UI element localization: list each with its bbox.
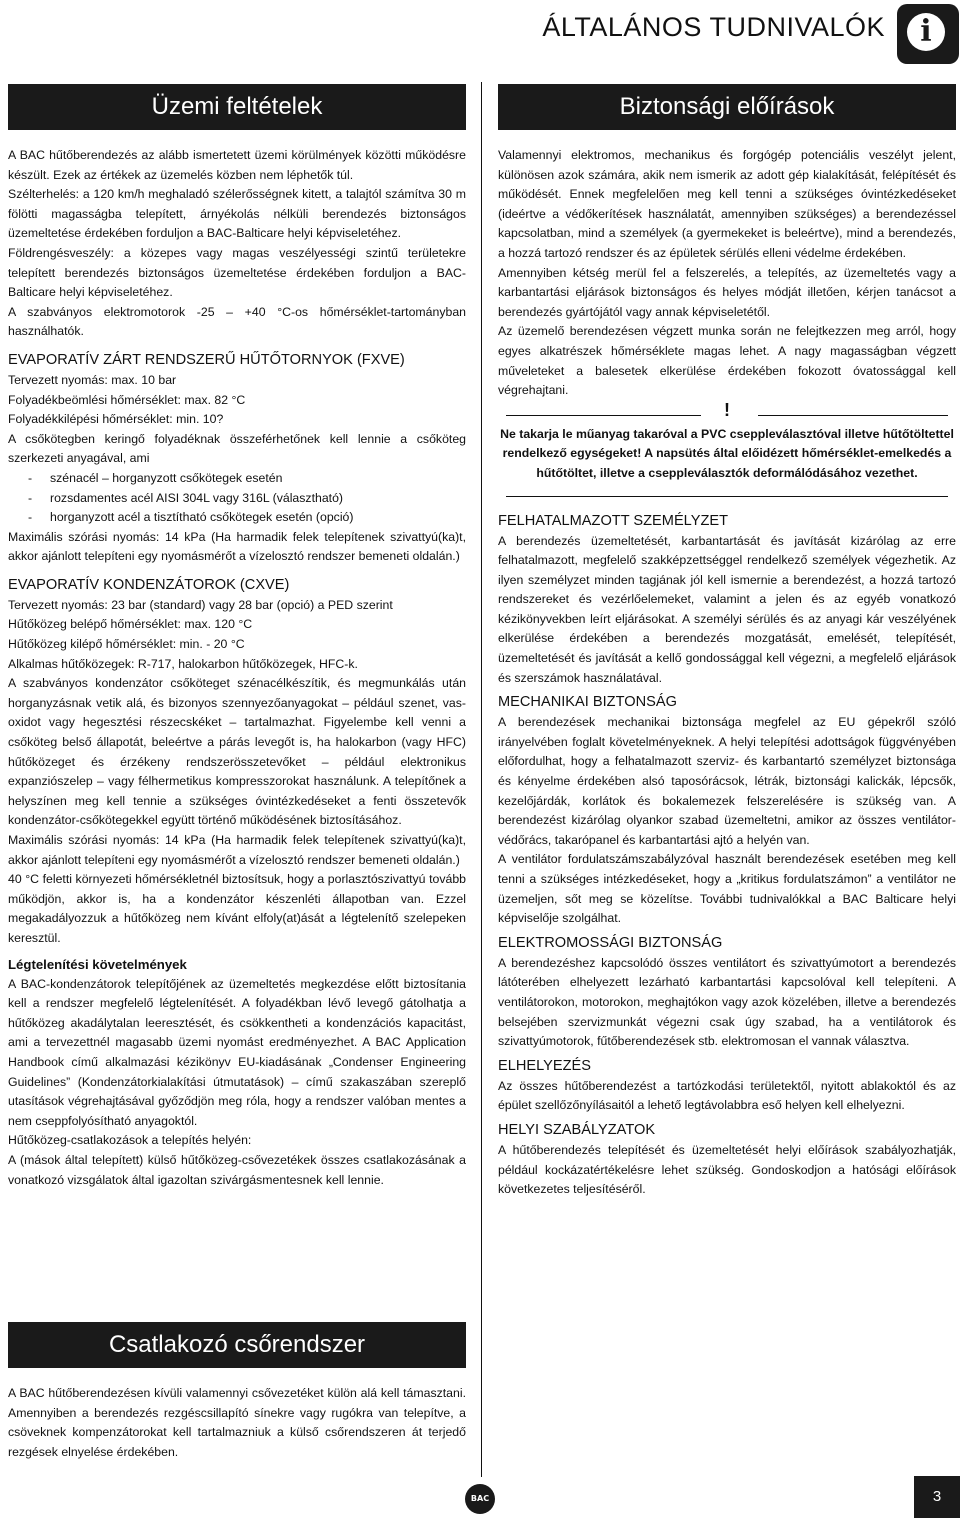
warning-rule [498,399,956,423]
section-para: A berendezéshez kapcsolódó összes ventilátort és szivattyúmotort a berendezés látóterében elhelyezett lezárható karbantartási kapcsolóval kell telepíteni. A ventilátorokon, motorokon, meghajtókon vagy azok közelében, illetve a berendezés belsejében szervizmunkát végezni csak úgy szabad, ha a ventilátorok és szivattyúmotorok, fűtőberendezések stb. elektromosan el vannak választva. [498,955,956,1049]
intro-para: A BAC hűtőberendezés az alább ismertetett üzemi körülmények közötti működésre készült. Ezek az értékek az üzemelés közben nem léphetők túl. [8,148,466,182]
fxve-line: Tervezett nyomás: max. 10 bar [8,372,177,387]
motor-para: A szabványos elektromotorok -25 – +40 °C-os hőmérséklet-tartományban használhatók. [8,304,466,339]
cxve-para: Maximális szórási nyomás: 14 kPa (Ha harmadik felek telepítenek szivattyú(ka)t, akkor ajánlott telepíteni egy nyomásmérőt a vízelosztó rendszer bemeneti oldalán.) [8,833,466,867]
heading-venting: Légtelenítési követelmények [8,956,187,972]
section-para: A berendezés üzemeltetését, karbantartását és javítását kizárólag az erre felhatalmazott, megfelelő szakképzettséggel rendelkező személyek végezhetik. Az ilyen személyzet minden tagjának jól kell ismernie a berendezést, a hozzá tartozó rendszereket és vezérlőelemeket, valamint a jelen és az egyéb vonatkozó kézikönyvekben leírt eljárásokat. A személyi sérülés és az anyagi kár veszélyének elkerülése érdekében a berendezés mozgatását, emelését, telepítését, üzemeltetését és javítását a kellő gondossággal kell végezni, a megfelelő eljárások és szerszámok használatával. [498,533,956,685]
section-para: A berendezések mechanikai biztonsága megfelel az EU gépekről szóló irányelvében foglalt követelményeknek. A helyi telepítési adottságok függvényében előfordulhat, hogy a felhatalmazott szerviz- és karbantartó személyzet biztonsága és kényelme érdekében alsó taposórácsok, létrák, biztonsági kalickák, lépcsők, kezelőjárdák, korlátok és bokalemezek felszerelésére is szükség van. A berendezést kizárólag olyankor szabad üzemeltetni, amikor az összes ventilátor-védőrács, takarópanel és karbantartási ajtó a helyén van. [498,715,956,847]
heading-fxve: EVAPORATÍV ZÁRT RENDSZERŰ HŰTŐTORNYOK (FXVE) [8,351,405,368]
material-list [8,469,466,528]
cxve-para: A szabványos kondenzátor csőköteget szénacélkészítik, és megmunkálás után horganyzásnak vetik alá, és bizonyos szennyezőanyagokat – például szenet, vas-oxidot vagy hegesztési részecskéket – tartalmazhat. Figyelembe kell venni a csőköteg belső állapotát, beleértve a párás levegőt is, ha halokarbon (vagy HFC) hűtőközeget és érzékeny rendszerösszetevőket – például elektronikus expanziószelep – vagy félhermetikus kompresszorokat használunk. A telepítőnek a helyszínen meg kell tennie a szükséges óvintézkedéseket a fenti összetevők kondenzátor-csőkötegekkel együtt történő működésének biztosításához. [8,676,466,828]
banner-piping: Csatlakozó csőrendszer [8,1322,466,1368]
cxve-line: Hűtőközeg kilépő hőmérséklet: min. - 20 °C [8,637,245,652]
fxve-line: Folyadékbeömlési hőmérséklet: max. 82 °C [8,392,246,407]
cxve-line: Tervezett nyomás: 23 bar (standard) vagy 28 bar (opció) a PED szerint [8,597,393,612]
warning-icon: ! [724,399,730,420]
heading-local-regulations: HELYI SZABÁLYZATOK [498,1121,656,1138]
list-item: - szénacél – horganyzott csőkötegek esetén [28,470,283,485]
cxve-line: Hűtőközeg belépő hőmérséklet: max. 120 °C [8,617,253,632]
page-number: 3 [914,1476,960,1518]
column-divider [481,82,482,1477]
list-item: - rozsdamentes acél AISI 304L vagy 316L (választható) [28,490,344,505]
fxve-intro: A csőkötegben keringő folyadéknak összeférhetőnek kell lennie a csőköteg szerkezeti anyagával, ami [8,431,466,466]
warning-divider [506,496,948,497]
heading-electrical-safety: ELEKTROMOSSÁGI BIZTONSÁG [498,934,723,951]
section-title: ÁLTALÁNOS TUDNIVALÓK [542,12,885,42]
banner-safety: Biztonsági előírások [498,84,956,130]
cxve-para: 40 °C feletti környezeti hőmérsékletnél biztosítsuk, hogy a porlasztószivattyú tovább működjön, akkor is, ha a kondenzátor készenléti állapotban van. Ezzel megakadályozzuk a hűtőközeg nem kívánt elfoly(at)ását a légtelenítő szelepeken keresztül. [8,872,466,945]
right-column [498,146,956,1200]
piping-para: A BAC hűtőberendezésen kívüli valamennyi csővezetéket külön alá kell támasztani. Amennyiben a berendezés rezgéscsillapító sínekre vagy rugókra van telepítve, a csöveknek kompenzátorokat kell tartalmazniuk a külső csőrendszeren át terjedő rezgések elnyelése érdekében. [8,1386,466,1459]
warning-text: Ne takarja le műanyag takaróval a PVC cseppleválasztóval illetve hűtőtöltettel rendelkező egységeket! A napsütés által előidézett hőmérséklet-emelkedés a hűtőtöltet, illetve a cseppleválasztók deformálódásához vezethet. [500,426,954,480]
earthquake-para: Földrengésveszély: a közepes vagy magas veszélyességi szintű területekre telepített berendezés biztonságos üzemeltetése érdekében forduljon a BAC-Balticare helyi képviseletéhez. [8,245,466,300]
piping-section [8,1384,466,1462]
section-para: Az összes hűtőberendezést a tartózkodási területektől, nyitott ablakoktól és az épület szellőzőnyílásaitól a lehető legtávolabbra eső helyen kell elhelyezni. [498,1078,956,1113]
wind-para: Szélterhelés: a 120 km/h meghaladó szélerősségnek kitett, a talajtól számítva 30 m fölötti magasságba telepített, árnyékolás nélküli berendezés biztonságos üzemeltetése érdekében forduljon a BAC-Balticare helyi képviseletéhez. [8,187,466,241]
heading-authorized-staff: FELHATALMAZOTT SZEMÉLYZET [498,512,729,529]
safety-para: Az üzemelő berendezésen végzett munka során ne felejtkezzen meg arról, hogy egyes alkatrészek hőmérséklete magas lehet. A nagy magasságban végzett műveleteket a balesetek elkerülése érdekében fokozott óvatossággal kell végrehajtani. [498,324,956,398]
cxve-line: Alkalmas hűtőközegek: R-717, halokarbon hűtőközegek, HFC-k. [8,656,358,671]
left-column [8,146,466,1190]
vent-subheading: Hűtőközeg-csatlakozások a telepítés helyén: [8,1133,252,1148]
safety-para: Valamennyi elektromos, mechanikus és forgógép potenciális veszélyt jelent, különösen azok számára, akik nem ismerik az adott gép kialakítását, felépítését és működését. Ennek megfelelően meg kell tenni a szükséges óvintézkedéseket (ideértve a védőkerítések használatát, amennyiben szükséges) a berendezéssel kapcsolatban, mind a személyek (a gyermekeket is beleértve), mind a berendezés, a hozzá tartozó rendszer és az épületek sérülés elleni védelme érdekében. [498,148,956,260]
vent-para: A (mások által telepített) külső hűtőközeg-csővezetékek összes csatlakozásának a vonatkozó vizsgálatok által igazoltan szivárgásmentesnek kell lennie. [8,1152,466,1187]
heading-mechanical-safety: MECHANIKAI BIZTONSÁG [498,694,677,711]
fxve-pressure: Maximális szórási nyomás: 14 kPa (Ha harmadik felek telepítenek szivattyú(ka)t, akkor ajánlott telepíteni egy nyomásmérőt a vízelosztó rendszer bemeneti oldalán.) [8,529,466,564]
fxve-line: Folyadékkilépési hőmérséklet: min. 10? [8,412,224,427]
heading-location: ELHELYEZÉS [498,1057,592,1074]
list-item: - horganyzott acél a tisztítható csőkötegek esetén (opció) [28,510,354,525]
safety-para: Amennyiben kétség merül fel a felszerelés, a telepítés, az üzemeltetés vagy a karbantartási eljárások biztonságos és helyes módját illetően, kérjen tanácsot a berendezés gyártójától vagy annak képviseletétől. [498,265,956,319]
section-para: A ventilátor fordulatszámszabályzóval használt berendezések esetében meg kell tenni a szükséges intézkedéseket, hogy a „kritikus fordulatszámon” a ventilátor ne üzemeljen, sőt meg se közelítse. További tudnivalókkal a BAC Balticare helyi képviselője szolgálhat. [498,852,956,926]
bac-logo: BAC [465,1484,495,1514]
info-glyph: i [907,13,945,51]
info-icon [897,4,959,64]
heading-cxve: EVAPORATÍV KONDENZÁTOROK (CXVE) [8,576,290,593]
banner-operating-conditions: Üzemi feltételek [8,84,466,130]
vent-para: A BAC-kondenzátorok telepítőjének az üzemeltetés megkezdése előtt biztosítania kell a rendszer megfelelő légtelenítését. A folyadékban lévő levegő gátolhatja a hűtőközeg akadálytalan leeresztését, és csökkentheti a kondenzációs kapacitást, ami a tervezettnél magasabb üzemi nyomást eredményezhet. A BAC Application Handbook című alkalmazási kézikönyv EU-kiadásának „Condenser Engineering Guidelines” (Kondenzátorkialakítási útmutatások) – című szakaszában szereplő utasítások végrehajtásával győződjön meg róla, hogy a rendszer valóban mentes a nem cseppfolyósítható anyagoktól. [8,976,466,1128]
section-para: A hűtőberendezés telepítését és üzemeltetését helyi előírások szabályozhatják, például kockázatértékelésre lehet szükség. Gondoskodjon a hatósági előírások következetes teljesítéséről. [498,1142,956,1197]
